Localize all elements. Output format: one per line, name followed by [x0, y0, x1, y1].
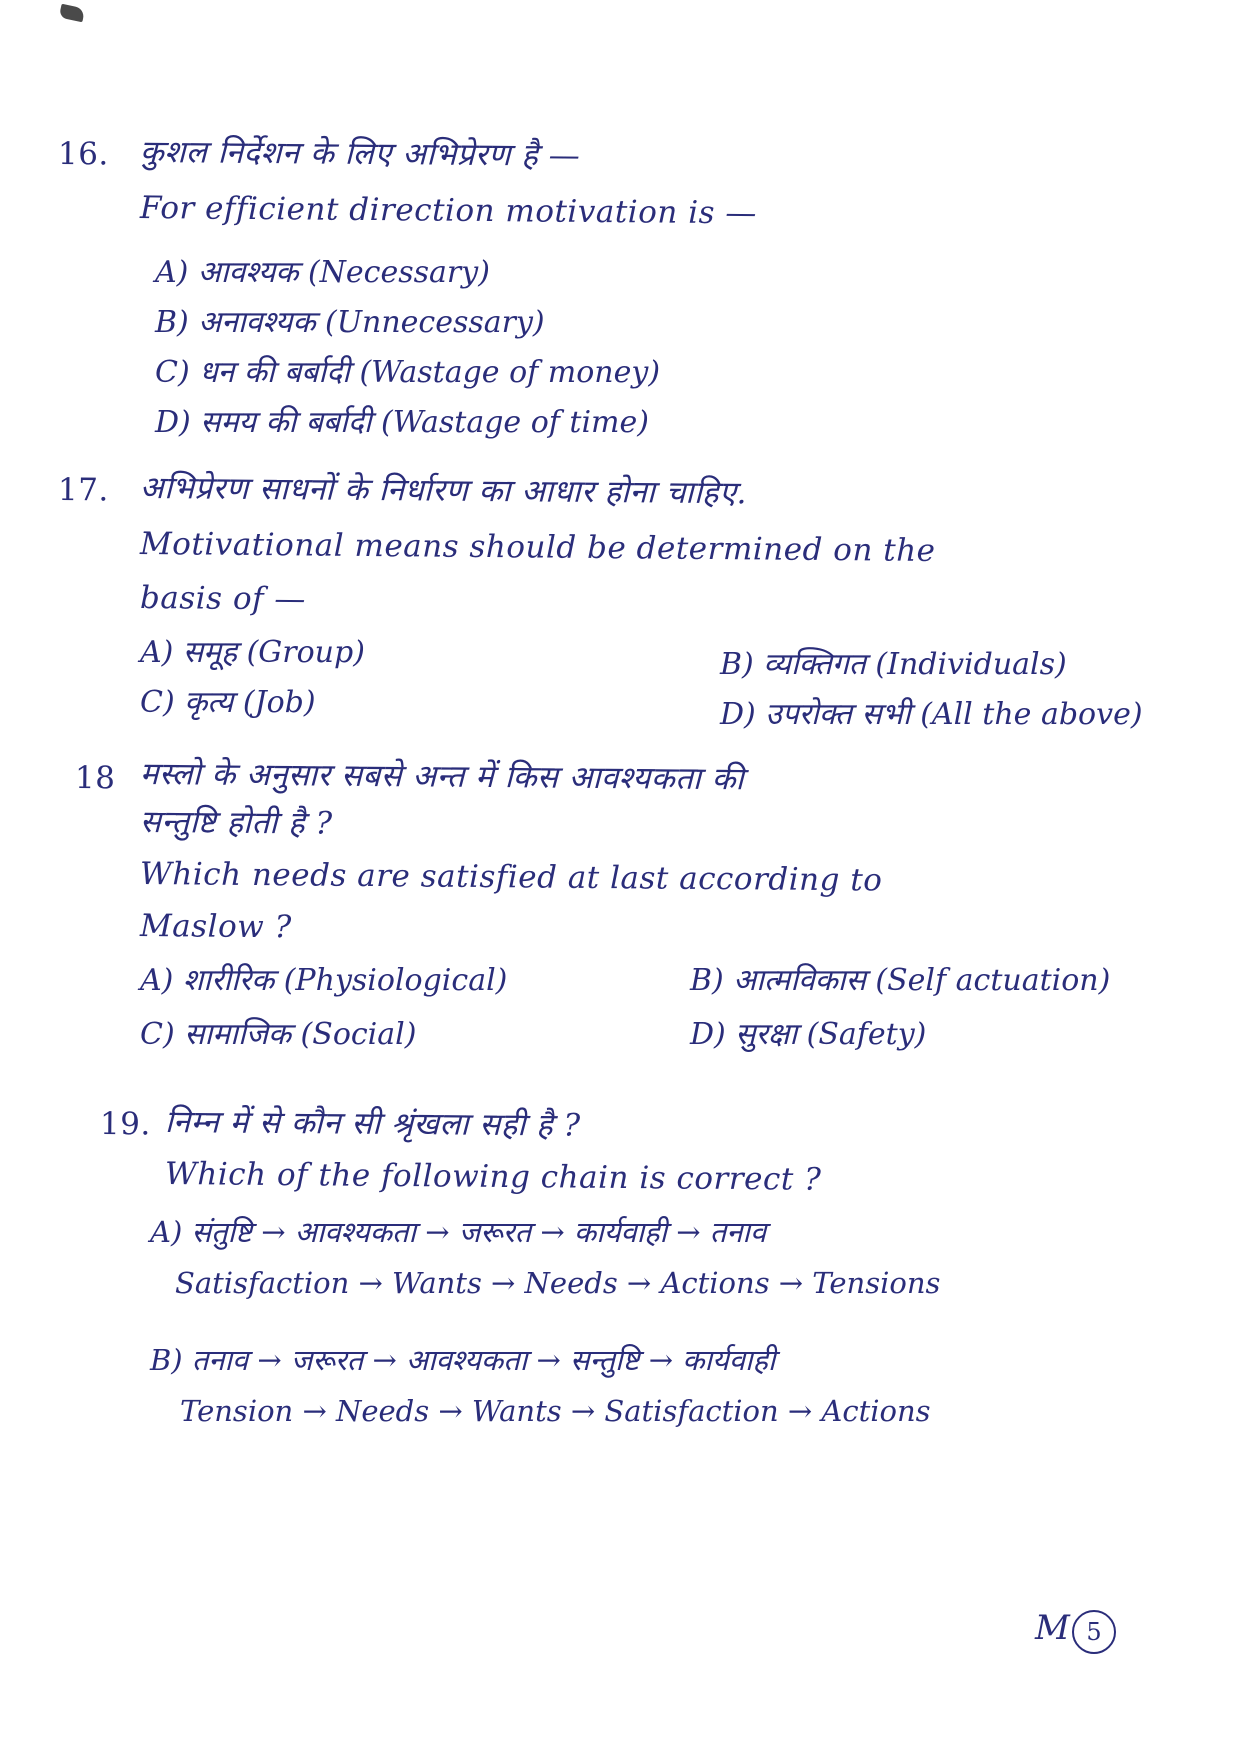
q18-option-c: C) सामाजिक (Social)	[140, 1017, 417, 1052]
q18-text-hindi-line2: सन्तुष्टि होती है ?	[139, 804, 333, 842]
q18-option-a: A) शारीरिक (Physiological)	[140, 963, 508, 998]
q16-option-c: C) धन की बर्बादी (Wastage of money)	[155, 355, 661, 390]
q18-option-d: D) सुरक्षा (Safety)	[690, 1017, 927, 1052]
q17-option-a: A) समूह (Group)	[140, 635, 365, 670]
q18-text-english-line2: Maslow ?	[139, 908, 292, 946]
q18-text-english-line1: Which needs are satisfied at last according to	[139, 856, 883, 899]
q16-option-b: B) अनावश्यक (Unnecessary)	[155, 305, 545, 340]
q17-option-b: B) व्यक्तिगत (Individuals)	[720, 647, 1067, 682]
q17-text-english-line1: Motivational means should be determined on the	[139, 526, 936, 569]
q17-text-hindi: अभिप्रेरण साधनों के निर्धारण का आधार होना चाहिए.	[139, 470, 748, 512]
q19-option-a-english: Satisfaction → Wants → Needs → Actions → Tensions	[175, 1266, 941, 1300]
q19-number: 19.	[99, 1106, 151, 1143]
q17-option-c: C) कृत्य (Job)	[140, 685, 316, 720]
q19-option-a-hindi: A) संतुष्टि → आवश्यकता → जरूरत → कार्यवाही → तनाव	[150, 1215, 767, 1249]
q16-option-d: D) समय की बर्बादी (Wastage of time)	[155, 405, 649, 440]
q19-text-english: Which of the following chain is correct ?	[164, 1156, 822, 1198]
q18-number: 18	[74, 760, 116, 797]
q18-option-b: B) आत्मविकास (Self actuation)	[690, 963, 1111, 998]
q16-number: 16.	[57, 136, 109, 173]
page-number-circled: 5	[1072, 1610, 1116, 1654]
q17-text-english-line2: basis of —	[139, 580, 307, 618]
examiner-initials: M	[1035, 1608, 1070, 1648]
q17-option-d: D) उपरोक्त सभी (All the above)	[720, 697, 1143, 732]
q17-number: 17.	[57, 472, 109, 509]
q19-option-b-hindi: B) तनाव → जरूरत → आवश्यकता → सन्तुष्टि → कार्यवाही	[150, 1343, 776, 1377]
ink-smudge	[59, 4, 85, 23]
q19-text-hindi: निम्न में से कौन सी श्रृंखला सही है ?	[164, 1104, 581, 1144]
q16-text-english: For efficient direction motivation is —	[139, 190, 757, 232]
q19-option-b-english: Tension → Needs → Wants → Satisfaction → Actions	[180, 1394, 931, 1428]
q16-text-hindi: कुशल निर्देशन के लिए अभिप्रेरण है —	[139, 134, 581, 174]
q16-option-a: A) आवश्यक (Necessary)	[155, 255, 490, 290]
q18-text-hindi-line1: मस्लो के अनुसार सबसे अन्त में किस आवश्यकता की	[139, 756, 745, 798]
